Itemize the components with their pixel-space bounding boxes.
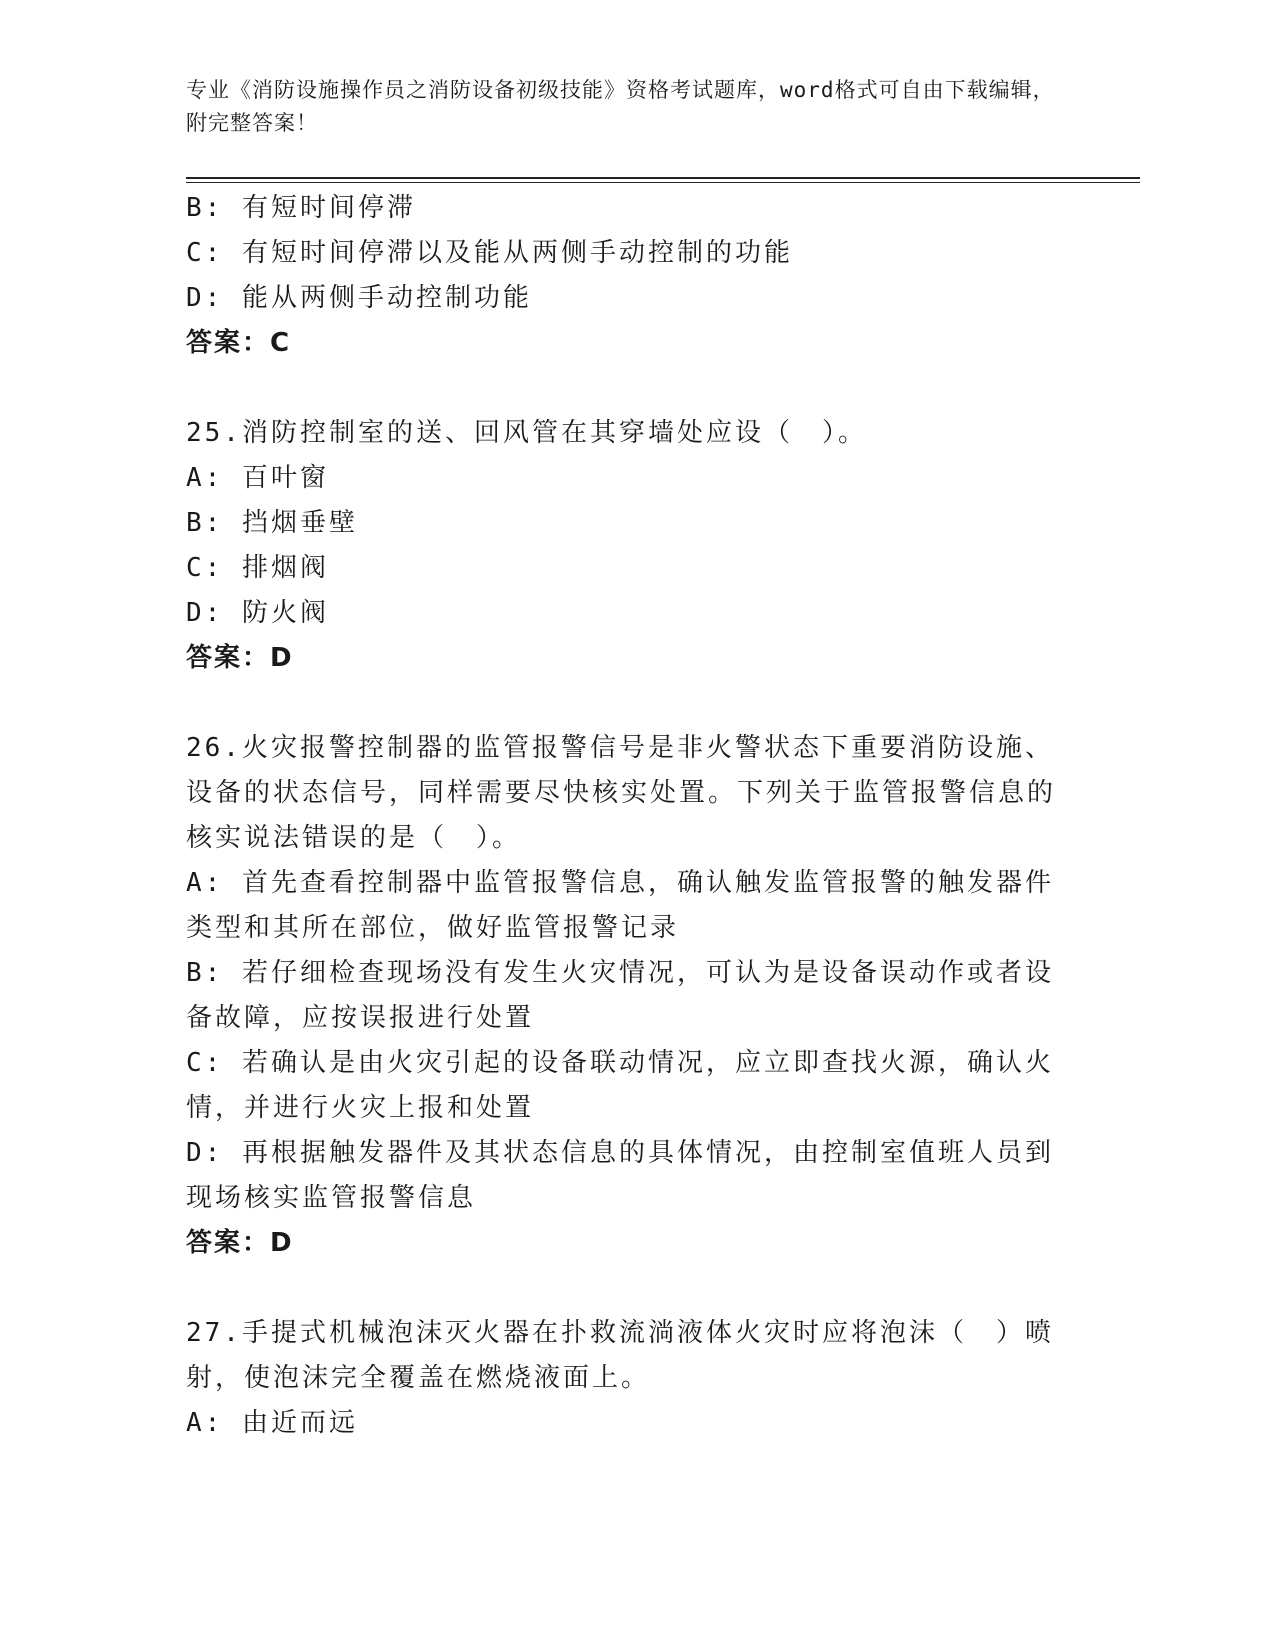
question-26 bbox=[186, 726, 1066, 1266]
header-divider-thick bbox=[186, 177, 1140, 179]
answer-line: 答案：C bbox=[186, 328, 292, 358]
option-a: A: 由近而远 bbox=[186, 1408, 358, 1438]
question-27 bbox=[186, 1311, 1066, 1446]
option-c: C: 若确认是由火灾引起的设备联动情况，应立即查找火源，确认火情，并进行火灾上报和处置 bbox=[186, 1048, 1054, 1123]
question-stem: 26.火灾报警控制器的监管报警信号是非火警状态下重要消防设施、设备的状态信号，同样需要尽快核实处置。下列关于监管报警信息的核实说法错误的是（ ）。 bbox=[186, 733, 1057, 853]
option-b: B: 有短时间停滞 bbox=[186, 193, 416, 223]
question-stem: 27.手提式机械泡沫灭火器在扑救流淌液体火灾时应将泡沫（ ）喷射，使泡沫完全覆盖在燃烧液面上。 bbox=[186, 1318, 1054, 1393]
spacer bbox=[186, 681, 1066, 726]
option-d: D: 能从两侧手动控制功能 bbox=[186, 283, 532, 313]
option-d: D: 防火阀 bbox=[186, 598, 329, 628]
option-c: C: 排烟阀 bbox=[186, 553, 329, 583]
spacer bbox=[186, 1266, 1066, 1311]
spacer bbox=[186, 366, 1066, 411]
answer-line: 答案：D bbox=[186, 1228, 294, 1258]
answer-line: 答案：D bbox=[186, 643, 294, 673]
option-a: A: 首先查看控制器中监管报警信息，确认触发监管报警的触发器件类型和其所在部位，做好监管报警记录 bbox=[186, 868, 1054, 943]
option-b: B: 挡烟垂壁 bbox=[186, 508, 358, 538]
header-divider-thin bbox=[186, 182, 1140, 183]
option-d: D: 再根据触发器件及其状态信息的具体情况，由控制室值班人员到现场核实监管报警信息 bbox=[186, 1138, 1054, 1213]
document-header: 专业《消防设施操作员之消防设备初级技能》资格考试题库，word格式可自由下载编辑，附完整答案！ bbox=[186, 78, 1055, 135]
prev-question-block bbox=[186, 186, 1066, 366]
option-b: B: 若仔细检查现场没有发生火灾情况，可认为是设备误动作或者设备故障，应按误报进行处置 bbox=[186, 958, 1054, 1033]
option-a: A: 百叶窗 bbox=[186, 463, 329, 493]
option-c: C: 有短时间停滞以及能从两侧手动控制的功能 bbox=[186, 238, 793, 268]
question-content bbox=[186, 186, 1066, 1446]
question-25 bbox=[186, 411, 1066, 681]
question-stem: 25.消防控制室的送、回风管在其穿墙处应设（ ）。 bbox=[186, 418, 867, 448]
